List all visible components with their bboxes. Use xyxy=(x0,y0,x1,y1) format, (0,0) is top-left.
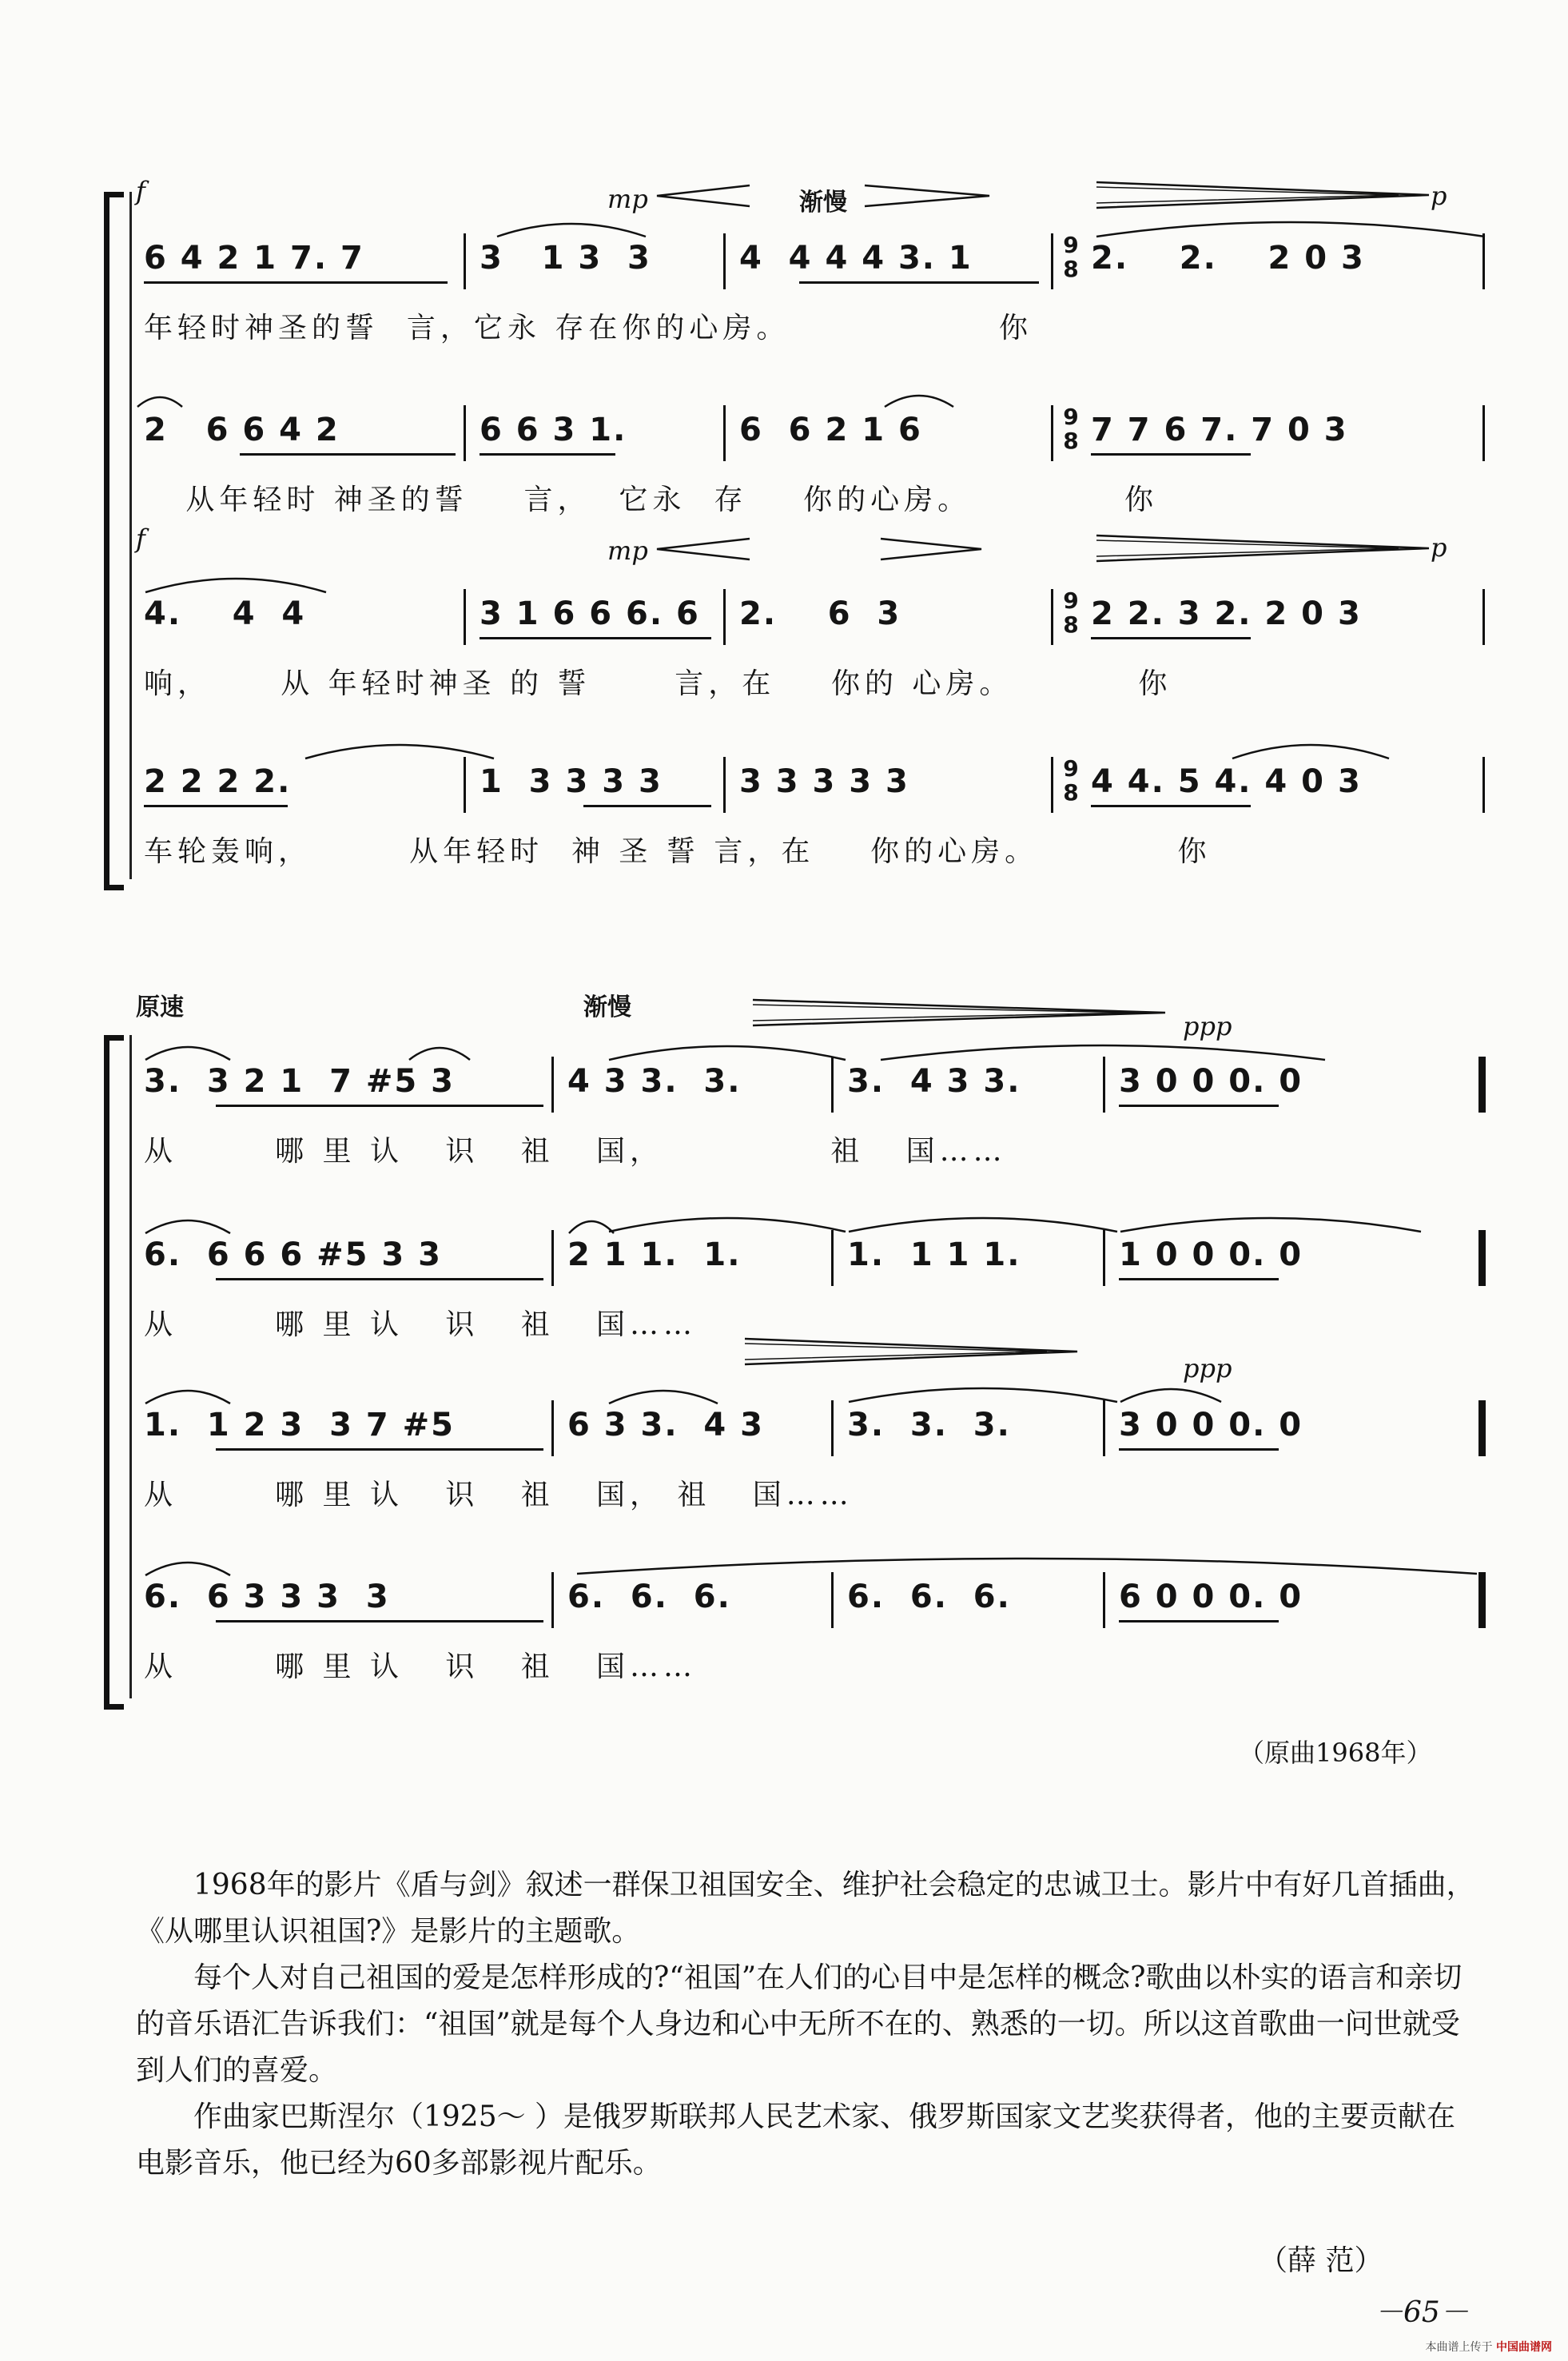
system-left-line xyxy=(129,192,132,879)
barline xyxy=(1482,757,1485,813)
final-barline xyxy=(1478,1572,1486,1628)
measure-notes: 3. 4 3 3. xyxy=(847,1063,1021,1100)
article-paragraph-2: 每个人对自己祖国的爱是怎样形成的?“祖国”在人们的心目中是怎样的概念?歌曲以朴实的语言和亲切的音乐语汇告诉我们：“祖国”就是每个人身边和心中无所不在的、熟悉的一切。所以这首歌曲一问世就受到人们的喜爱。 xyxy=(136,1961,1463,2087)
staff-notes xyxy=(144,755,1486,811)
dynamic-f: f xyxy=(136,176,145,206)
dynamic-ppp: ppp xyxy=(1183,1011,1232,1041)
voice-staff-4 xyxy=(144,1579,1486,1683)
slur xyxy=(495,216,647,240)
barline xyxy=(831,1230,834,1286)
measure-notes: 6. 6. 6. xyxy=(567,1579,731,1615)
slur xyxy=(304,738,495,762)
barline xyxy=(551,1057,554,1113)
staff-notes xyxy=(144,232,1486,288)
voice-staff-3 xyxy=(144,587,1486,700)
measure-notes: 3 1 3 3 xyxy=(480,240,651,277)
slur xyxy=(607,1383,719,1407)
beam-underline xyxy=(216,1620,543,1622)
final-barline xyxy=(1478,1400,1486,1456)
lyrics-line: 年轻时神圣的誓 言，它永 存在你的心房。 你 xyxy=(144,312,1033,344)
dynamic-p: p xyxy=(1431,181,1447,211)
crescendo-hairpin xyxy=(655,537,751,561)
barline xyxy=(1482,405,1485,461)
article-paragraph-3: 作曲家巴斯涅尔（1925～ ）是俄罗斯联邦人民艺术家、俄罗斯国家文艺奖获得者，他的主要贡献在电影音乐，他已经为60多部影视片配乐。 xyxy=(136,2100,1456,2180)
system-bracket xyxy=(104,1035,124,1710)
time-signature-num: 9 xyxy=(1063,755,1080,782)
decrescendo-hairpin-long xyxy=(743,1337,1079,1366)
beam-underline xyxy=(1091,637,1251,639)
slur xyxy=(1095,216,1486,240)
barline xyxy=(464,757,466,813)
barline xyxy=(1482,589,1485,645)
slur xyxy=(1119,1211,1423,1235)
barline xyxy=(831,1057,834,1113)
measure-notes: 1. 1 2 3 3 7 #5 xyxy=(144,1407,455,1443)
author-credit: （薛 范） xyxy=(1259,2244,1383,2277)
slur xyxy=(883,388,955,410)
staff-notes xyxy=(144,587,1486,643)
barline xyxy=(1482,233,1485,289)
staff-notes xyxy=(144,1579,1486,1626)
measure-notes: 6. 6. 6. xyxy=(847,1579,1011,1615)
beam-underline xyxy=(480,453,615,456)
beam-underline xyxy=(1091,453,1251,456)
measure-notes: 3. 3 2 1 7 #5 3 xyxy=(144,1063,455,1100)
slur xyxy=(1231,738,1391,762)
dynamic-f: f xyxy=(136,524,145,554)
barline xyxy=(464,405,466,461)
measure-notes: 2 2. 3 2. 2 0 3 xyxy=(1091,595,1362,632)
beam-underline xyxy=(216,1448,543,1451)
tempo-marking: 渐慢 xyxy=(799,189,847,217)
footer-watermark xyxy=(1426,2339,1552,2355)
time-signature-num: 9 xyxy=(1063,587,1080,614)
beam-underline xyxy=(799,281,1039,284)
tempo-original: 原速 xyxy=(136,993,184,1021)
beam-underline xyxy=(583,805,711,807)
lyrics-line: 从年轻时 神圣的誓 言， 它永 存 你的心房。 你 xyxy=(144,484,1158,516)
slur xyxy=(144,1039,232,1063)
barline xyxy=(551,1400,554,1456)
decrescendo-hairpin-long xyxy=(1095,181,1431,209)
crescendo-hairpin xyxy=(655,184,751,208)
score-system-1 xyxy=(112,176,1486,887)
barline xyxy=(723,757,726,813)
barline xyxy=(1103,1057,1105,1113)
staff-notes xyxy=(144,404,1486,460)
measure-notes: 6 0 0 0. 0 xyxy=(1119,1579,1303,1615)
lyrics-line: 从 哪 里 认 识 祖 国， 祖 国…… xyxy=(144,1135,1007,1168)
beam-underline xyxy=(480,637,711,639)
measure-notes: 4 4. 5 4. 4 0 3 xyxy=(1091,763,1362,800)
decrescendo-hairpin-long xyxy=(751,998,1167,1027)
slur xyxy=(847,1211,1119,1235)
beam-underline xyxy=(1119,1278,1279,1280)
voice-staff-2 xyxy=(144,1236,1486,1341)
barline xyxy=(723,589,726,645)
slur xyxy=(847,1381,1119,1405)
barline xyxy=(1103,1230,1105,1286)
time-signature-den: 8 xyxy=(1063,428,1080,454)
slur xyxy=(136,391,184,410)
measure-notes: 1. 1 1 1. xyxy=(847,1236,1021,1273)
barline xyxy=(723,233,726,289)
barline xyxy=(464,233,466,289)
measure-notes: 4 4 4 4 3. 1 xyxy=(739,240,973,277)
system-left-line xyxy=(129,1035,132,1698)
barline xyxy=(464,589,466,645)
system-bracket xyxy=(104,192,124,890)
staff-notes xyxy=(144,1236,1486,1284)
beam-underline xyxy=(1119,1105,1279,1107)
time-signature-num: 9 xyxy=(1063,404,1080,430)
beam-underline xyxy=(216,1278,543,1280)
measure-notes: 4. 4 4 xyxy=(144,595,306,632)
dynamic-ppp: ppp xyxy=(1183,1353,1232,1384)
lyrics-line: 从 哪 里 认 识 祖 国…… xyxy=(144,1308,697,1341)
time-signature-den: 8 xyxy=(1063,611,1080,638)
barline xyxy=(1103,1400,1105,1456)
barline xyxy=(551,1230,554,1286)
measure-notes: 4 3 3. 3. xyxy=(567,1063,742,1100)
time-signature xyxy=(1061,757,1082,805)
barline xyxy=(551,1572,554,1628)
beam-underline xyxy=(216,1105,543,1107)
time-signature-den: 8 xyxy=(1063,779,1080,806)
original-year-note: （原曲1968年） xyxy=(1239,1738,1432,1768)
slur xyxy=(1119,1381,1223,1405)
final-barline xyxy=(1478,1057,1486,1113)
measure-notes: 3 0 0 0. 0 xyxy=(1119,1407,1303,1443)
beam-underline xyxy=(144,281,448,284)
beam-underline xyxy=(1119,1448,1279,1451)
measure-notes: 2 1 1. 1. xyxy=(567,1236,742,1273)
measure-notes: 3 0 0 0. 0 xyxy=(1119,1063,1303,1100)
measure-notes: 6. 6 6 6 #5 3 3 xyxy=(144,1236,443,1273)
decrescendo-hairpin-long xyxy=(1095,534,1431,563)
slur xyxy=(144,1555,232,1579)
footer-site-logo: 中国曲谱网 xyxy=(1496,2341,1552,2354)
measure-notes: 6. 6 3 3 3 3 xyxy=(144,1579,390,1615)
time-signature xyxy=(1061,233,1082,281)
score-system-2 xyxy=(112,987,1486,1722)
lyrics-line: 响， 从 年轻时神圣 的 誓 言，在 你的 心房。 你 xyxy=(144,667,1172,700)
barline xyxy=(723,405,726,461)
measure-notes: 7 7 6 7. 7 0 3 xyxy=(1091,412,1348,448)
voice-staff-4 xyxy=(144,755,1486,868)
voice-staff-2 xyxy=(144,404,1486,516)
article-text xyxy=(136,1862,1478,2187)
barline xyxy=(1051,589,1053,645)
voice-staff-3 xyxy=(144,1407,1486,1511)
dynamic-mp: mp xyxy=(607,536,648,566)
measure-notes: 1 3 3 3 3 xyxy=(480,763,663,800)
article-paragraph-1: 1968年的影片《盾与剑》叙述一群保卫祖国安全、维护社会稳定的忠诚卫士。影片中有好几首插曲，《从哪里认识祖国?》是影片的主题歌。 xyxy=(136,1869,1475,1948)
measure-notes: 2. 6 3 xyxy=(739,595,901,632)
slur xyxy=(408,1039,472,1063)
barline xyxy=(1051,757,1053,813)
beam-underline xyxy=(144,805,288,807)
staff-notes xyxy=(144,1407,1486,1455)
measure-notes: 2. 2. 2 0 3 xyxy=(1091,240,1365,277)
slur xyxy=(879,1039,1327,1063)
time-signature-den: 8 xyxy=(1063,256,1080,282)
measure-notes: 6 6 2 1 6 xyxy=(739,412,922,448)
measure-notes: 6 6 3 1. xyxy=(480,412,627,448)
barline xyxy=(831,1572,834,1628)
slur xyxy=(575,1553,1478,1577)
measure-notes: 3 1 6 6 6. 6 xyxy=(480,595,700,632)
decrescendo-hairpin xyxy=(879,537,983,561)
barline xyxy=(1103,1572,1105,1628)
measure-notes: 3. 3. 3. xyxy=(847,1407,1011,1443)
barline xyxy=(1051,405,1053,461)
slur xyxy=(607,1039,847,1063)
time-signature-num: 9 xyxy=(1063,232,1080,258)
beam-underline xyxy=(1119,1620,1279,1622)
lyrics-line: 从 哪 里 认 识 祖 国…… xyxy=(144,1650,697,1683)
slur xyxy=(144,1383,232,1407)
barline xyxy=(1051,233,1053,289)
lyrics-line: 从 哪 里 认 识 祖 国， 祖 国…… xyxy=(144,1479,854,1511)
voice-staff-1 xyxy=(144,232,1486,344)
time-signature xyxy=(1061,405,1082,453)
tempo-slowing: 渐慢 xyxy=(583,993,631,1021)
page-number: －65－ xyxy=(1375,2296,1469,2329)
measure-notes: 1 0 0 0. 0 xyxy=(1119,1236,1303,1273)
lyrics-line: 车轮轰响， 从年轻时 神 圣 誓 言，在 你的心房。 你 xyxy=(144,835,1212,868)
measure-notes: 2 6 6 4 2 xyxy=(144,412,340,448)
measure-notes: 3 3 3 3 3 xyxy=(739,763,909,800)
final-barline xyxy=(1478,1230,1486,1286)
dynamic-p: p xyxy=(1431,532,1447,563)
measure-notes: 6 4 2 1 7. 7 xyxy=(144,240,364,277)
decrescendo-hairpin xyxy=(863,184,991,208)
time-signature xyxy=(1061,589,1082,637)
staff-notes xyxy=(144,1063,1486,1111)
beam-underline xyxy=(240,453,456,456)
barline xyxy=(831,1400,834,1456)
slur xyxy=(607,1211,847,1235)
dynamic-mp: mp xyxy=(607,184,648,214)
beam-underline xyxy=(1091,805,1251,807)
voice-staff-1 xyxy=(144,1063,1486,1168)
footer-prefix: 本曲谱上传于 xyxy=(1425,2341,1493,2354)
measure-notes: 2 2 2 2. xyxy=(144,763,292,800)
slur xyxy=(144,1212,232,1236)
measure-notes: 6 3 3. 4 3 xyxy=(567,1407,764,1443)
slur xyxy=(144,571,328,595)
